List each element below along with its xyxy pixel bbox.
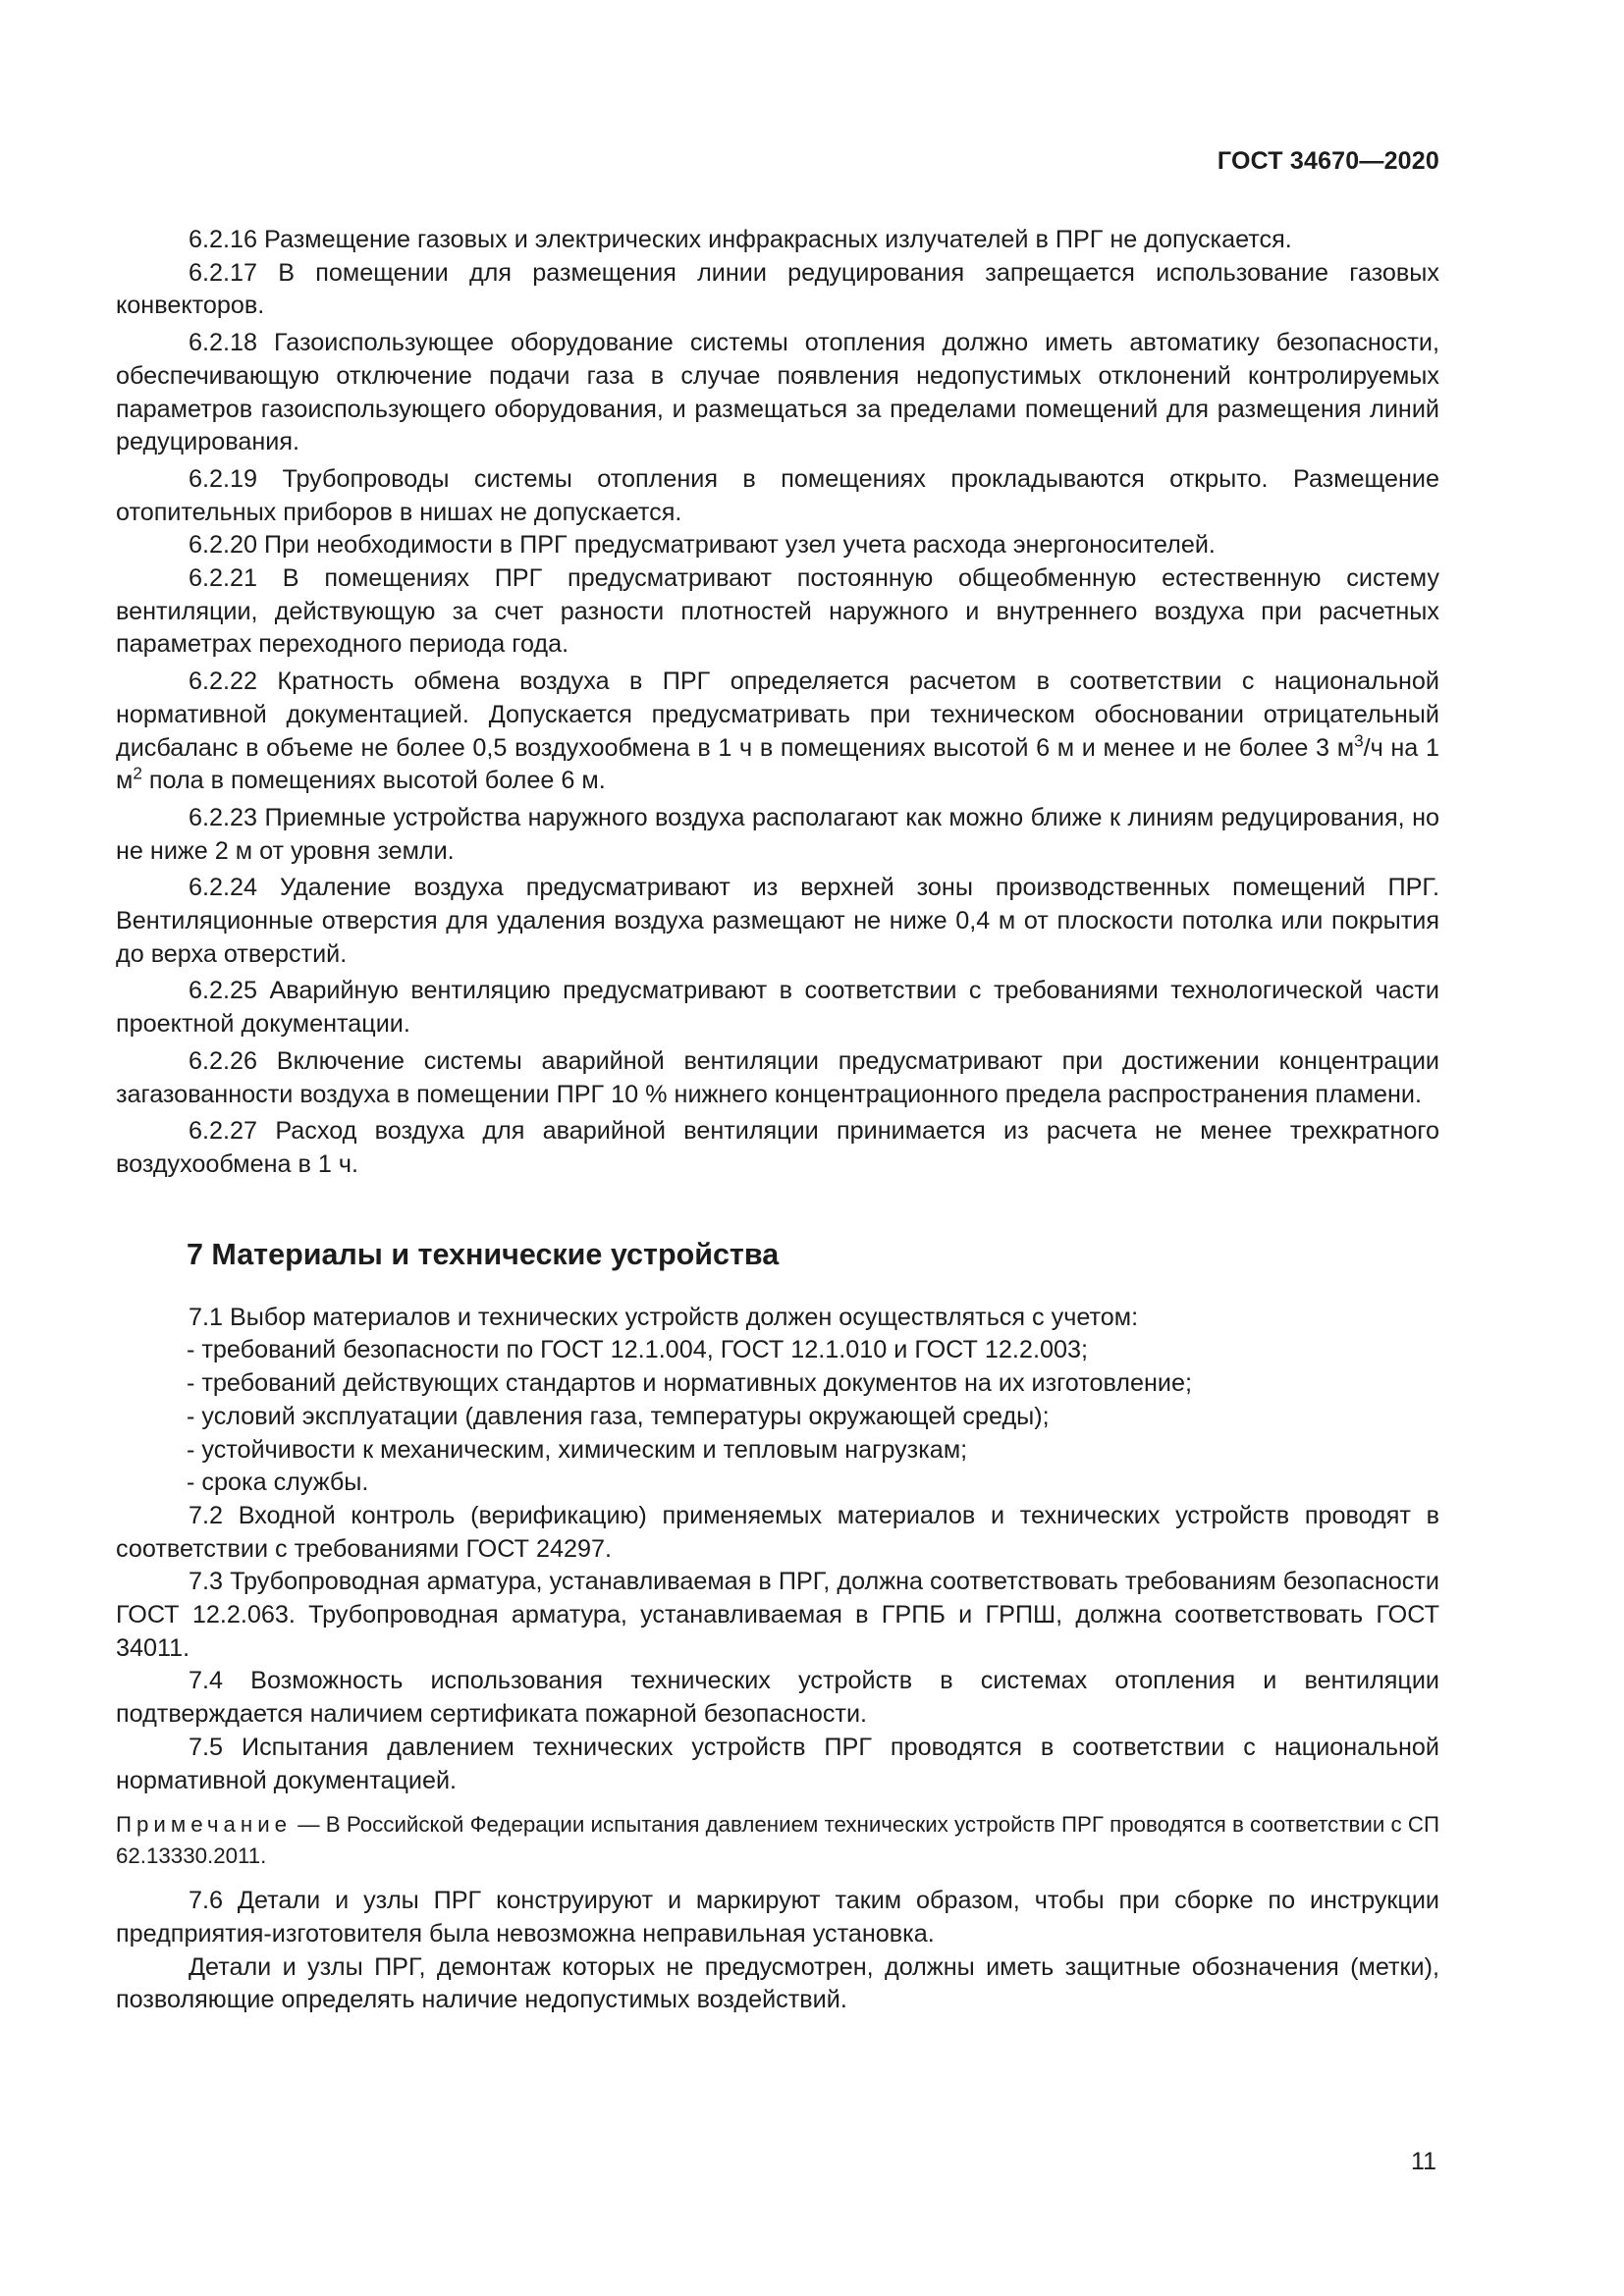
note	[116, 1809, 1439, 1871]
clause-6-2-17: 6.2.17 В помещении для размещения линии редуцирования запрещается использование газовых конвекторов.	[116, 258, 1439, 320]
clause-7-1: 7.1 Выбор материалов и технических устройств должен осуществляться с учетом:	[189, 1303, 1139, 1331]
section-7-heading: 7 Материалы и технические устройства	[187, 1237, 780, 1271]
list-item: - устойчивости к механическим, химическим и тепловым нагрузкам;	[187, 1435, 968, 1464]
clause-6-2-21: 6.2.21 В помещениях ПРГ предусматривают постоянную общеобменную естественную систему вентиляции, действующую за счет разности плотностей наружного и внутреннего воздуха при расчетных параметрах переходного периода года.	[116, 564, 1439, 659]
clause-7-5: 7.5 Испытания давлением технических устройств ПРГ проводятся в соответствии с национальной нормативной документацией.	[116, 1733, 1439, 1794]
clause-6-2-22	[116, 666, 1439, 798]
clause-6-2-27: 6.2.27 Расход воздуха для аварийной вентиляции принимается из расчета не менее трехкратного воздухообмена в 1 ч.	[116, 1117, 1439, 1178]
clause-6-2-16: 6.2.16 Размещение газовых и электрических инфракрасных излучателей в ПРГ не допускается.	[189, 226, 1292, 253]
clause-6-2-19: 6.2.19 Трубопроводы системы отопления в помещениях прокладываются открыто. Размещение отопительных приборов в нишах не допускается.	[116, 464, 1439, 526]
superscript-2: 2	[133, 763, 142, 783]
note-text: — В Российской Федерации испытания давлением технических устройств ПРГ проводятся в соответствии с СП 62.13330.2011.	[116, 1812, 1439, 1868]
page-content	[116, 224, 1439, 2017]
clause-7-6-continuation: Детали и узлы ПРГ, демонтаж которых не предусмотрен, должны иметь защитные обозначения (метки), позволяющие определять наличие недопустимых воздействий.	[116, 1952, 1439, 2014]
clause-7-6: 7.6 Детали и узлы ПРГ конструируют и маркируют таким образом, чтобы при сборке по инструкции предприятия-изготовителя была невозможна неправильная установка.	[116, 1887, 1439, 1948]
list-item: - требований безопасности по ГОСТ 12.1.004, ГОСТ 12.1.010 и ГОСТ 12.2.003;	[187, 1336, 1088, 1364]
page-number: 11	[1411, 2148, 1436, 2175]
list-item: - условий эксплуатации (давления газа, температуры окружающей среды);	[187, 1402, 1050, 1430]
clause-6-2-25: 6.2.25 Аварийную вентиляцию предусматривают в соответствии с требованиями технологической части проектной документации.	[116, 977, 1439, 1039]
clause-6-2-26: 6.2.26 Включение системы аварийной вентиляции предусматривают при достижении концентрации загазованности воздуха в помещении ПРГ 10 % нижнего концентрационного предела распространения пламени.	[116, 1046, 1439, 1108]
superscript-3: 3	[1354, 730, 1364, 751]
clause-7-3: 7.3 Трубопроводная арматура, устанавливаемая в ПРГ, должна соответствовать требованиям безопасности ГОСТ 12.2.063. Трубопроводная арматура, устанавливаемая в ГРПБ и ГРПШ, должна соответствовать ГОСТ 34011.	[116, 1568, 1439, 1662]
clause-6-2-24: 6.2.24 Удаление воздуха предусматривают из верхней зоны производственных помещений ПРГ. Вентиляционные отверстия для удаления воздуха размещают не ниже 0,4 м от плоскости потолка или покрытия до верха отверстий.	[116, 874, 1439, 968]
clause-6-2-22-text-a: 6.2.22 Кратность обмена воздуха в ПРГ определяется расчетом в соответствии с национальной нормативной документацией. Допускается предусматривать при техническом обосновании отрицательный дисбаланс в объеме не более 0,5 воздухообмена в 1 ч в помещениях высотой 6 м и менее и не более 3 м	[116, 667, 1439, 762]
list-item: - требований действующих стандартов и нормативных документов на их изготовление;	[187, 1369, 1192, 1398]
clause-6-2-22-text-c: пола в помещениях высотой более 6 м.	[141, 767, 606, 795]
clause-6-2-23: 6.2.23 Приемные устройства наружного воздуха располагают как можно ближе к линиям редуцирования, но не ниже 2 м от уровня земли.	[116, 803, 1439, 865]
clause-6-2-20: 6.2.20 При необходимости в ПРГ предусматривают узел учета расхода энергоносителей.	[189, 531, 1216, 560]
clause-7-4: 7.4 Возможность использования технических устройств в системах отопления и вентиляции подтверждается наличием сертификата пожарной безопасности.	[116, 1667, 1439, 1729]
clause-6-2-18: 6.2.18 Газоиспользующее оборудование системы отопления должно иметь автоматику безопасности, обеспечивающую отключение подачи газа в случае появления недопустимых отклонений контролируемых параметров газоиспользующего оборудования, и размещаться за пределами помещений для размещения линий редуцирования.	[116, 329, 1439, 456]
clause-6-2-22-text-b: /ч на 1 м	[116, 733, 1440, 795]
list-item: - срока службы.	[187, 1468, 369, 1497]
document-code-header: ГОСТ 34670—2020	[1217, 147, 1439, 175]
note-label: Примечание	[116, 1812, 293, 1838]
clause-7-2: 7.2 Входной контроль (верификацию) применяемых материалов и технических устройств проводят в соответствии с требованиями ГОСТ 24297.	[116, 1501, 1439, 1563]
